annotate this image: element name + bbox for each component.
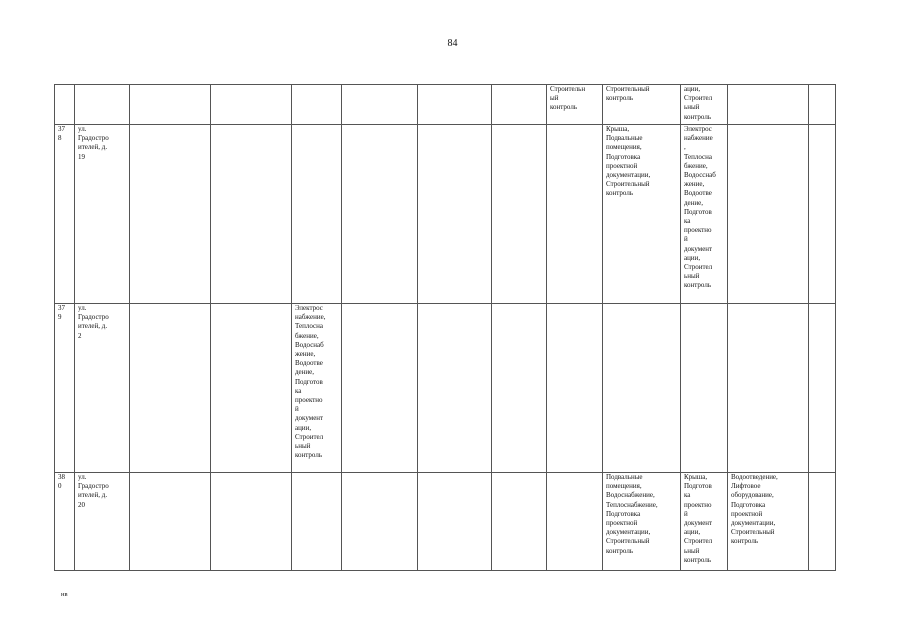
- cell: [728, 304, 809, 473]
- cell: [342, 304, 418, 473]
- cell: [492, 304, 547, 473]
- cell: [418, 125, 492, 304]
- cell: [547, 304, 603, 473]
- cell-num: [55, 85, 75, 125]
- cell: [681, 304, 728, 473]
- cell: [211, 85, 292, 125]
- cell: [809, 85, 836, 125]
- cell: Подвальные помещения, Водоснабжение, Теплоснабжение, Подготовка проектной документации, Строительный контроль: [603, 473, 681, 571]
- cell: Электрос набжение , Теплосна бжение, Водосснаб жение, Водоотве дение, Подготов ка проектно й документ ации, Строител ьный контроль: [681, 125, 728, 304]
- cell: ации, Строител ьный контроль: [681, 85, 728, 125]
- cell: [211, 125, 292, 304]
- cell: [211, 473, 292, 571]
- cell: [292, 125, 342, 304]
- cell-address: ул. Градостро ителей, д. 19: [75, 125, 130, 304]
- cell: [130, 304, 211, 473]
- cell: [809, 125, 836, 304]
- cell: [492, 473, 547, 571]
- cell: [211, 304, 292, 473]
- cell: Крыша, Подготов ка проектно й документ ации, Строител ьный контроль: [681, 473, 728, 571]
- cell: [342, 125, 418, 304]
- cell: Водоотведение, Лифтовое оборудование, Подготовка проектной документации, Строительный контроль: [728, 473, 809, 571]
- repair-schedule-table: [54, 84, 836, 571]
- cell: [292, 85, 342, 125]
- cell: [728, 125, 809, 304]
- table-row: [55, 304, 836, 473]
- cell: Электрос набжение, Теплосна бжение, Водоснаб жение, Водоотве дение, Подготов ка проектно й документ ации, Строител ьный контроль: [292, 304, 342, 473]
- cell: [130, 473, 211, 571]
- cell: [547, 125, 603, 304]
- cell: [342, 473, 418, 571]
- cell-address: [75, 85, 130, 125]
- cell: [418, 85, 492, 125]
- cell: [342, 85, 418, 125]
- cell: [130, 85, 211, 125]
- cell-num: 38 0: [55, 473, 75, 571]
- cell: [130, 125, 211, 304]
- cell-num: 37 9: [55, 304, 75, 473]
- cell: [492, 85, 547, 125]
- cell-num: 37 8: [55, 125, 75, 304]
- cell: Строительный контроль: [603, 85, 681, 125]
- page-number: 84: [447, 38, 458, 49]
- cell: [292, 473, 342, 571]
- cell: Строительн ый контроль: [547, 85, 603, 125]
- table-row: [55, 473, 836, 571]
- cell: [728, 85, 809, 125]
- cell: [809, 473, 836, 571]
- footer-mark: нв: [61, 591, 68, 598]
- cell: [809, 304, 836, 473]
- cell: [418, 304, 492, 473]
- cell: [492, 125, 547, 304]
- cell-address: ул. Градостро ителей, д. 20: [75, 473, 130, 571]
- cell-address: ул. Градостро ителей, д. 2: [75, 304, 130, 473]
- cell: [547, 473, 603, 571]
- cell: [418, 473, 492, 571]
- cell: Крыша, Подвальные помещения, Подготовка проектной документации, Строительный контроль: [603, 125, 681, 304]
- cell: [603, 304, 681, 473]
- table-row: [55, 85, 836, 125]
- table-row: [55, 125, 836, 304]
